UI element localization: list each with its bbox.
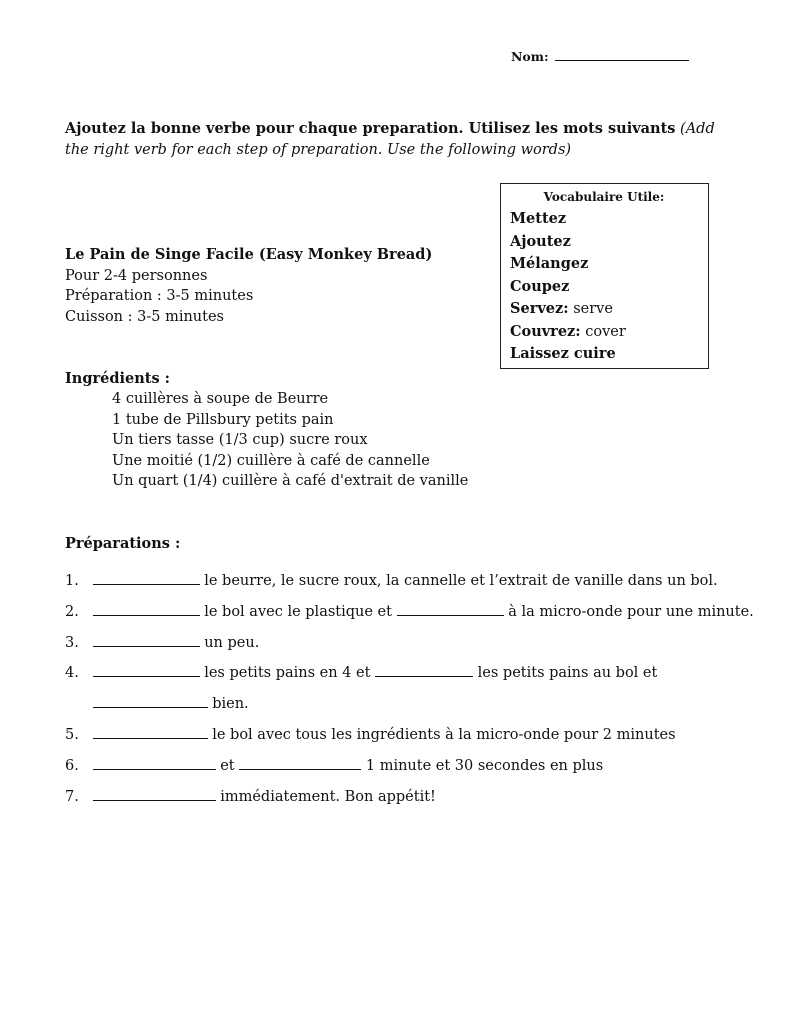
ingredient-item: Un tiers tasse (1/3 cup) sucre roux: [112, 432, 368, 448]
vocab-item: Couvrez: cover: [510, 322, 626, 340]
answer-blank[interactable]: [93, 664, 200, 677]
answer-blank[interactable]: [93, 572, 200, 585]
preparations-title: Préparations :: [65, 535, 181, 552]
instructions: [65, 118, 715, 161]
instructions-french: Ajoutez la bonne verbe pour chaque preparation. Utilisez les mots suivants: [65, 120, 676, 137]
vocab-item: Ajoutez: [510, 232, 571, 250]
name-label: Nom:: [511, 49, 549, 64]
ingredient-item: Un quart (1/4) cuillère à café d'extrait de vanille: [112, 473, 469, 489]
answer-blank[interactable]: [93, 788, 216, 801]
ingredients-title: Ingrédients :: [65, 370, 171, 387]
vocab-title: Vocabulaire Utile:: [543, 190, 665, 204]
answer-blank[interactable]: [93, 757, 216, 770]
recipe-title: Le Pain de Singe Facile (Easy Monkey Bread): [65, 246, 433, 263]
ingredients-list: [112, 389, 468, 492]
prep-step: 2. le bol avec le plastique et à la micro-onde pour une minute.: [65, 604, 754, 620]
recipe-prep-time: Préparation : 3-5 minutes: [65, 288, 254, 304]
vocab-box: [500, 183, 709, 369]
ingredient-item: Une moitié (1/2) cuillère à café de cannelle: [112, 452, 430, 469]
prep-step: 6. et 1 minute et 30 secondes en plus: [65, 758, 604, 774]
recipe-cook-time: Cuisson : 3-5 minutes: [65, 308, 224, 325]
answer-blank[interactable]: [239, 757, 361, 770]
prep-step-continued: bien.: [65, 695, 249, 712]
vocab-item: Laissez cuire: [510, 345, 616, 362]
vocab-item: Mettez: [510, 210, 567, 227]
vocab-item: Mélangez: [510, 255, 589, 272]
prep-step: 4. les petits pains en 4 et les petits pains au bol et: [65, 665, 658, 681]
vocab-item: Servez: serve: [510, 300, 613, 317]
ingredient-item: 1 tube de Pillsbury petits pain: [112, 411, 334, 428]
answer-blank[interactable]: [93, 634, 200, 647]
recipe-info: [65, 245, 432, 327]
answer-blank[interactable]: [375, 664, 473, 677]
prep-step: 7. immédiatement. Bon appétit!: [65, 789, 436, 805]
ingredient-item: 4 cuillères à soupe de Beurre: [112, 391, 329, 407]
answer-blank[interactable]: [93, 726, 208, 739]
prep-step: 1. le beurre, le sucre roux, la cannelle et l’extrait de vanille dans un bol.: [65, 573, 718, 589]
answer-blank[interactable]: [397, 603, 504, 616]
prep-step: 5. le bol avec tous les ingrédients à la micro-onde pour 2 minutes: [65, 727, 676, 743]
prep-step: 3. un peu.: [65, 635, 260, 651]
name-blank[interactable]: [555, 48, 689, 61]
name-field: [511, 48, 689, 64]
answer-blank[interactable]: [93, 603, 200, 616]
instructions-english: (Add the right verb for each step of preparation. Use the following words): [65, 121, 715, 158]
answer-blank[interactable]: [93, 695, 208, 708]
vocab-item: Coupez: [510, 277, 570, 295]
recipe-serves: Pour 2-4 personnes: [65, 267, 208, 284]
